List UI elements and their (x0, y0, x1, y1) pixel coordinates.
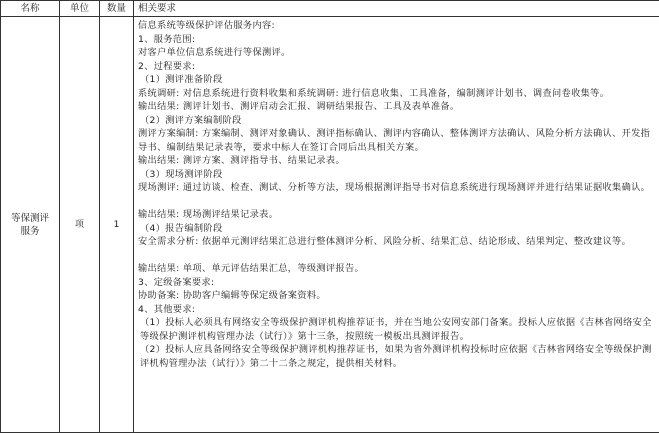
requirement-line: 协助备案: 协助客户编辑等保定级备案资料。 (138, 289, 656, 303)
requirement-line: 测评方案编制: 方案编制、测评对象确认、测评指标确认、测评内容确认、整体测评方法确认、风险分析方法确认、开发指导书、编制结果记录表等，要求中标人在签订合同后出具相关方案。 (138, 127, 656, 154)
header-name: 名称 (1, 1, 60, 17)
item-unit: 项 (60, 17, 100, 433)
requirement-line: （1）投标人必须具有网络安全等级保护测评机构推荐证书，并在当地公安网安部门备案。投标人应依据《吉林省网络安全等级保护测评机构管理办法（试行）》第十三条，按照统一模板出具测评报告。 (138, 316, 656, 343)
item-name-cell (1, 17, 60, 433)
requirement-line: 输出结果: 测评方案、测评指导书、结果记录表。 (138, 154, 656, 168)
table-header-row (1, 1, 659, 17)
requirement-line: （2）测评方案编制阶段 (138, 114, 656, 128)
header-quantity: 数量 (100, 1, 134, 17)
requirement-line: 4、其他要求: (138, 303, 656, 317)
requirement-line: 输出结果: 现场测评结果记录表。 (138, 208, 656, 222)
requirement-line: （4）报告编制阶段 (138, 222, 656, 236)
header-requirements: 相关要求 (134, 1, 659, 17)
item-name-line2: 服务 (1, 225, 59, 238)
requirement-line: 安全需求分析: 依据单元测评结果汇总进行整体测评分析、风险分析、结果汇总、结论形成、结果判定、整改建议等。 (138, 235, 656, 262)
item-quantity: 1 (100, 17, 134, 433)
requirements-cell (134, 17, 659, 433)
requirement-line: 对客户单位信息系统进行等保测评。 (138, 46, 656, 60)
requirement-line: 1、服务范围: (138, 33, 656, 47)
requirement-line: 输出结果: 单项、单元评估结果汇总，等级测评报告。 (138, 262, 656, 276)
requirement-line: 输出结果: 测评计划书、测评启动会汇报、调研结果报告、工具及表单准备。 (138, 100, 656, 114)
requirement-line: 现场测评: 通过访谈、检查、测试、分析等方法，现场根据测评指导书对信息系统进行现场测评并进行结果证据收集确认。 (138, 181, 656, 208)
requirement-line: （3）现场测评阶段 (138, 168, 656, 182)
requirement-line: 2、过程要求: (138, 60, 656, 74)
requirement-line: （1）测评准备阶段 (138, 73, 656, 87)
requirement-line: 3、定级备案要求: (138, 276, 656, 290)
item-name-line1: 等保测评 (1, 212, 59, 225)
requirement-line: 信息系统等级保护评估服务内容: (138, 19, 656, 33)
header-unit: 单位 (60, 1, 100, 17)
table-row (1, 17, 659, 433)
requirement-line: （2）投标人应具备网络安全等级保护测评机构推荐证书，如果为省外测评机构投标时应依据《吉林省网络安全等级保护测评机构管理办法（试行）》第二十二条之规定，提供相关材料。 (138, 343, 656, 370)
requirement-line: 系统调研: 对信息系统进行资料收集和系统调研: 进行信息收集、工具准备，编制测评计划书、调查问卷收集等。 (138, 87, 656, 101)
